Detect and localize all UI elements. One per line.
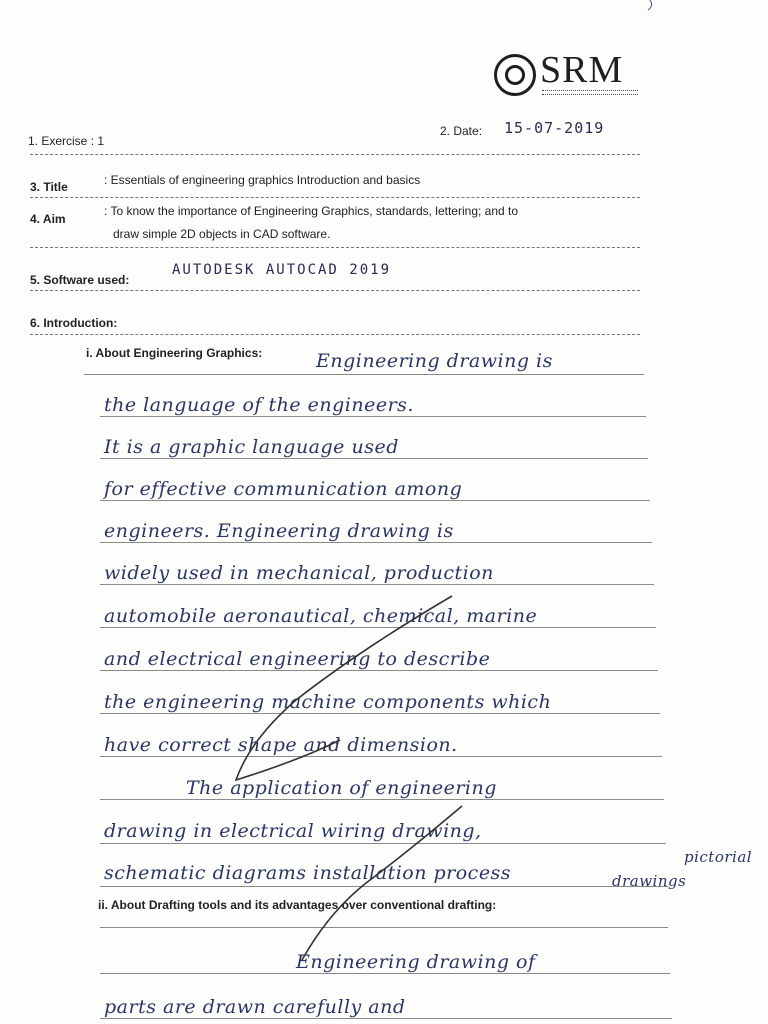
handwriting-line: widely used in mechanical, production: [104, 562, 494, 584]
pencil-stroke-lower: [302, 806, 462, 960]
exercise-label: 1. Exercise : 1: [28, 134, 105, 148]
margin-note: pictorial: [684, 848, 753, 866]
handwriting-line: engineers. Engineering drawing is: [104, 520, 454, 542]
introduction-label: 6. Introduction:: [30, 316, 118, 330]
handwriting-line: schematic diagrams installation process: [104, 862, 512, 884]
margin-note: drawings: [612, 872, 687, 890]
aim-line-1: : To know the importance of Engineering Graphics, standards, lettering; and to: [104, 204, 519, 218]
aim-line-2: draw simple 2D objects in CAD software.: [113, 227, 331, 241]
aim-label: 4. Aim: [30, 212, 66, 226]
corner-mark: [648, 0, 652, 10]
handwriting-line: for effective communication among: [104, 478, 463, 500]
handwriting-line: and electrical engineering to describe: [104, 648, 491, 670]
software-value: AUTODESK AUTOCAD 2019: [172, 262, 392, 278]
title-value: : Essentials of engineering graphics Introduction and basics: [104, 173, 421, 187]
handwriting-line: Engineering drawing of: [296, 951, 536, 973]
handwriting-line: the language of the engineers.: [104, 394, 414, 416]
handwriting-line: It is a graphic language used: [104, 436, 399, 458]
handwriting-line: the engineering machine components which: [104, 691, 552, 713]
about-engineering-graphics-heading: i. About Engineering Graphics:: [86, 346, 263, 360]
logo-text: SRM: [540, 49, 624, 91]
handwriting-line: drawing in electrical wiring drawing,: [104, 820, 482, 842]
handwriting-line: automobile aeronautical, chemical, marine: [104, 605, 538, 627]
date-label: 2. Date:: [440, 124, 483, 138]
pencil-stroke-upper: [236, 596, 452, 780]
handwriting-line: parts are drawn carefully and: [104, 996, 406, 1018]
title-label: 3. Title: [30, 180, 68, 194]
date-value: 15-07-2019: [504, 119, 605, 137]
handwriting-line: have correct shape and dimension.: [104, 734, 458, 756]
handwriting-line: The application of engineering: [186, 777, 497, 799]
about-drafting-tools-heading: ii. About Drafting tools and its advantages over conventional drafting:: [98, 898, 497, 912]
handwriting-line: Engineering drawing is: [316, 350, 553, 372]
software-label: 5. Software used:: [30, 273, 130, 287]
